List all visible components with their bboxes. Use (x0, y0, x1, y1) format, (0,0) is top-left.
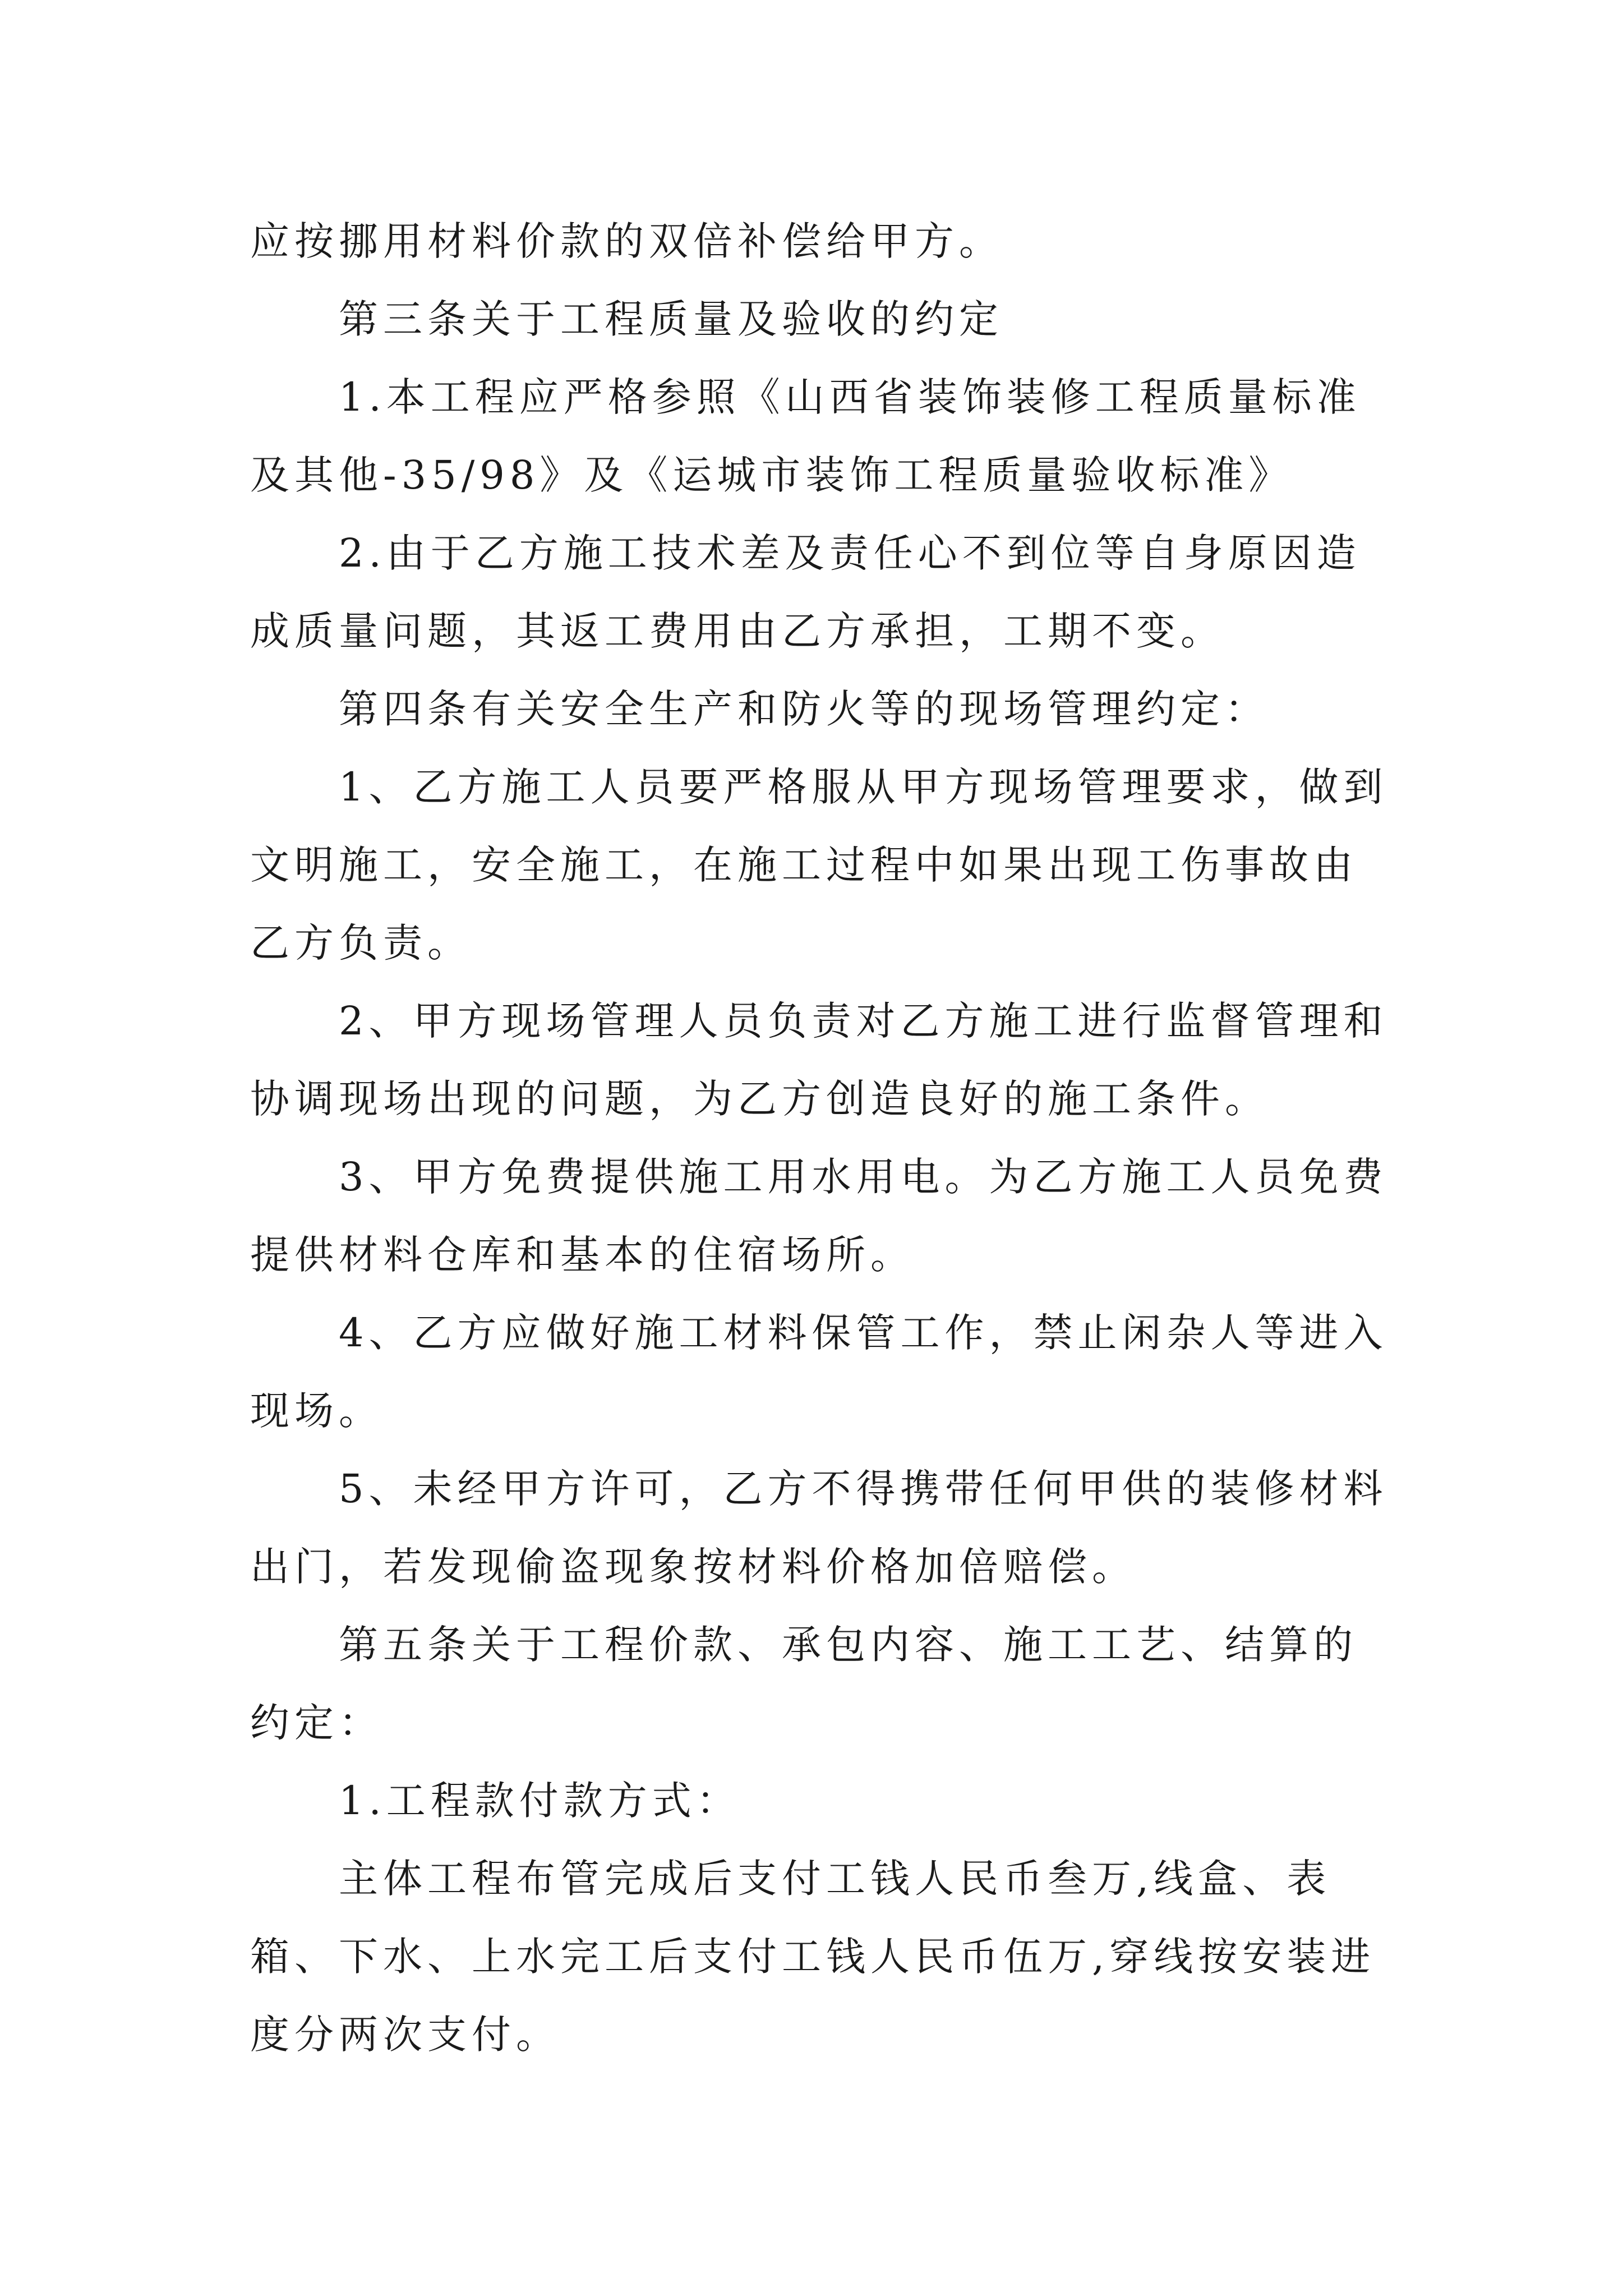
paragraph-safety-5: 5、未经甲方许可，乙方不得携带任何甲供的装修材料出门，若发现偷盗现象按材料价格加倍赔偿。 (250, 1466, 1388, 1590)
paragraph-quality-standard: 1.本工程应严格参照《山西省装饰装修工程质量标准及其他-35/98》及《运城市装饰工程质量验收标准》 (250, 374, 1361, 498)
paragraph-compensation: 应按挪用材料价款的双倍补偿给甲方。 (250, 218, 1003, 264)
paragraph-safety-2: 2、甲方现场管理人员负责对乙方施工进行监督管理和协调现场出现的问题，为乙方创造良好的施工条件。 (250, 998, 1388, 1122)
heading-article-5: 第五条关于工程价款、承包内容、施工工艺、结算的约定： (250, 1622, 1358, 1746)
heading-article-3: 第三条关于工程质量及验收的约定 (339, 296, 1003, 342)
paragraph-safety-4: 4、乙方应做好施工材料保管工作，禁止闲杂人等进入现场。 (250, 1310, 1388, 1434)
paragraph-safety-1: 1、乙方施工人员要严格服从甲方现场管理要求，做到文明施工，安全施工，在施工过程中如果出现工伤事故由乙方负责。 (250, 764, 1388, 966)
paragraph-payment-method: 1.工程款付款方式： (339, 1778, 741, 1824)
paragraph-safety-3: 3、甲方免费提供施工用水用电。为乙方施工人员免费提供材料仓库和基本的住宿场所。 (250, 1154, 1388, 1278)
paragraph-rework: 2.由于乙方施工技术差及责任心不到位等自身原因造成质量问题，其返工费用由乙方承担，工期不变。 (250, 530, 1361, 654)
paragraph-payment-schedule: 主体工程布管完成后支付工钱人民币叁万,线盒、表箱、下水、上水完工后支付工钱人民币伍万,穿线按安装进度分两次支付。 (250, 1856, 1376, 2058)
document-body (250, 203, 1389, 2074)
heading-article-4: 第四条有关安全生产和防火等的现场管理约定： (339, 686, 1269, 732)
